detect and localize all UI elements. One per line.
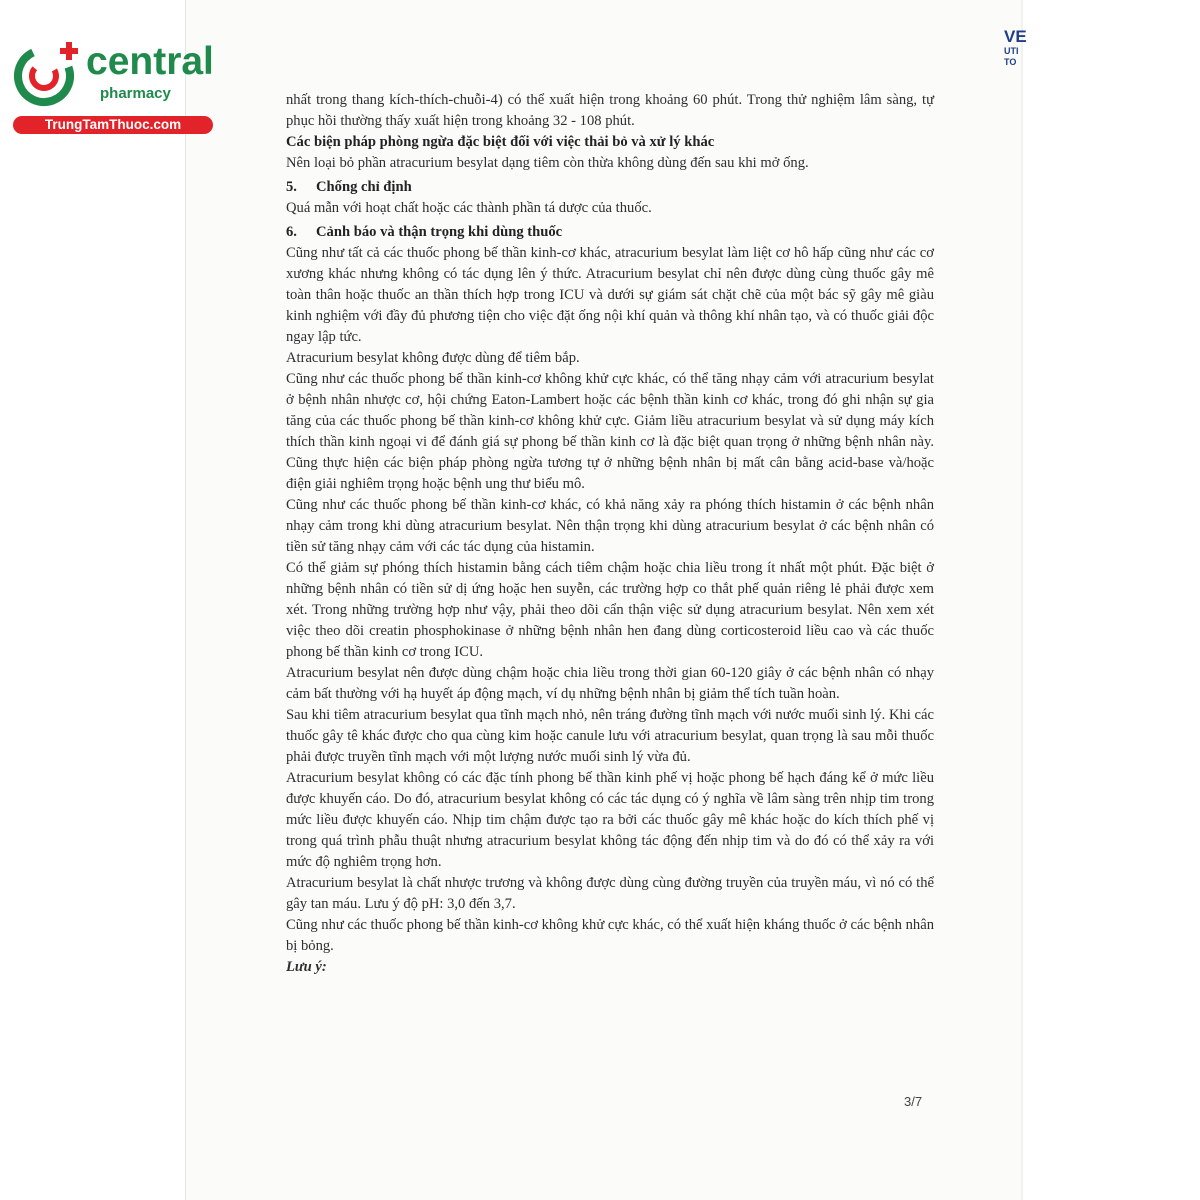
heading-text: Các biện pháp phòng ngừa đặc biệt đối với việc thải bỏ và xử lý khác — [286, 134, 715, 150]
paragraph: nhất trong thang kích-thích-chuỗi-4) có thể xuất hiện trong khoảng 60 phút. Trong thử nghiệm lâm sàng, tự phục hồi thường thấy xuất hiện trong khoảng 32 - 108 phút. — [286, 92, 934, 129]
section-heading — [286, 222, 934, 243]
paragraph: Atracurium besylat không có các đặc tính phong bế thần kinh phế vị hoặc phong bế hạch đáng kể ở mức liều được khuyến cáo. Do đó, atracurium besylat không có các tác dụng có ý nghĩa về lâm sàng trên nhịp tim trong mức liều được khuyến cáo. Nhịp tim chậm được tạo ra bởi các thuốc gây mê khác hoặc do kích thích phế vị trong quá trình phẫu thuật nhưng atracurium besylat không tác động đến nhịp tim và do đó có thể xảy ra với mức độ nghiêm trọng hơn. — [286, 770, 934, 870]
paragraph: Cũng như các thuốc phong bế thần kinh-cơ không khử cực khác, có thể xuất hiện kháng thuốc ở các bệnh nhân bị bỏng. — [286, 917, 934, 954]
paragraph: Cũng như các thuốc phong bế thần kinh-cơ khác, có khả năng xảy ra phóng thích histamin ở các bệnh nhân nhạy cảm trong khi dùng atracurium besylat. Nên thận trọng khi dùng atracurium besylat ở các bệnh nhân có tiền sử tăng nhạy cảm với các tác dụng của histamin. — [286, 497, 934, 555]
paragraph: Nên loại bỏ phần atracurium besylat dạng tiêm còn thừa không dùng đến sau khi mở ống. — [286, 155, 809, 171]
document-content — [286, 90, 934, 978]
paragraph: Sau khi tiêm atracurium besylat qua tĩnh mạch nhỏ, nên tráng đường tĩnh mạch với nước muối sinh lý. Khi các thuốc gây tê khác được cho qua cùng kim hoặc canule lưu với atracurium besylat, quan trọng là sau mỗi thuốc phải được truyền tĩnh mạch với một lượng nước muối sinh lý vừa đủ. — [286, 707, 934, 765]
brand-logo[interactable] — [10, 36, 215, 140]
section-heading — [286, 177, 934, 198]
paragraph: Có thể giảm sự phóng thích histamin bằng cách tiêm chậm hoặc chia liều trong ít nhất một phút. Đặc biệt ở những bệnh nhân có tiền sử dị ứng hoặc hen suyễn, các trường hợp co thắt phế quản riêng lẻ phải được xem xét. Trong những trường hợp như vậy, phải theo dõi cẩn thận việc sử dụng atracurium besylat. Nên xem xét việc theo dõi creatin phosphokinase ở những bệnh nhân hen đang dùng corticosteroid liều cao và các thuốc phong bế thần kinh cơ trong ICU. — [286, 560, 934, 660]
heading-number: 6. — [286, 224, 297, 240]
page-number: 3/7 — [904, 1094, 923, 1109]
note-label: Lưu ý: — [286, 959, 327, 975]
brand-name: central — [86, 40, 214, 83]
brand-tagline: pharmacy — [100, 85, 171, 102]
paragraph: Cũng như các thuốc phong bế thần kinh-cơ không khử cực khác, có thể tăng nhạy cảm với atracurium besylat ở bệnh nhân nhược cơ, hội chứng Eaton-Lambert hoặc các bệnh thần kinh cơ khác, trong đó ghi nhận sự gia tăng của các thuốc phong bế thần kinh-cơ không khử cực. Giảm liều atracurium besylat và sử dụng máy kích thích thần kinh ngoại vi để đánh giá sự phong bế thần kinh cơ là đặc biệt quan trọng ở những bệnh nhân này. Cũng thực hiện các biện pháp phòng ngừa tương tự ở những bệnh nhân bị mất cân bằng acid-base và/hoặc điện giải nghiêm trọng hoặc bệnh ung thư biểu mô. — [286, 371, 934, 492]
paragraph: Atracurium besylat nên được dùng chậm hoặc chia liều trong thời gian 60-120 giây ở các bệnh nhân có nhạy cảm bất thường với hạ huyết áp động mạch, ví dụ những bệnh nhân bị giảm thể tích tuần hoàn. — [286, 665, 934, 702]
brand-website[interactable]: TrungTamThuoc.com — [13, 116, 213, 134]
heading-number: 5. — [286, 179, 297, 195]
paragraph: Cũng như tất cả các thuốc phong bế thần kinh-cơ khác, atracurium besylat làm liệt cơ hô hấp cũng như các cơ xương khác nhưng không có tác dụng lên ý thức. Atracurium besylat chỉ nên được dùng cùng thuốc gây mê toàn thân hoặc thuốc an thần thích hợp trong ICU và dưới sự giám sát chặt chẽ của một bác sỹ gây mê giàu kinh nghiệm với đầy đủ phương tiện cho việc đặt ống nội khí quản và thông khí nhân tạo, và có thuốc giải độc ngay lập tức. — [286, 245, 934, 345]
corner-stamp: VE UTI TO — [1004, 27, 1027, 67]
paragraph: Quá mẫn với hoạt chất hoặc các thành phần tá dược của thuốc. — [286, 200, 652, 216]
heading-text: Chống chỉ định — [316, 179, 412, 195]
paragraph: Atracurium besylat không được dùng để tiêm bắp. — [286, 350, 580, 366]
heading-text: Cảnh báo và thận trọng khi dùng thuốc — [316, 224, 563, 240]
pharmacy-cross-icon — [10, 38, 82, 110]
paragraph: Atracurium besylat là chất nhược trương và không được dùng cùng đường truyền của truyền máu, vì nó có thể gây tan máu. Lưu ý độ pH: 3,0 đến 3,7. — [286, 875, 934, 912]
section-heading — [286, 132, 934, 153]
